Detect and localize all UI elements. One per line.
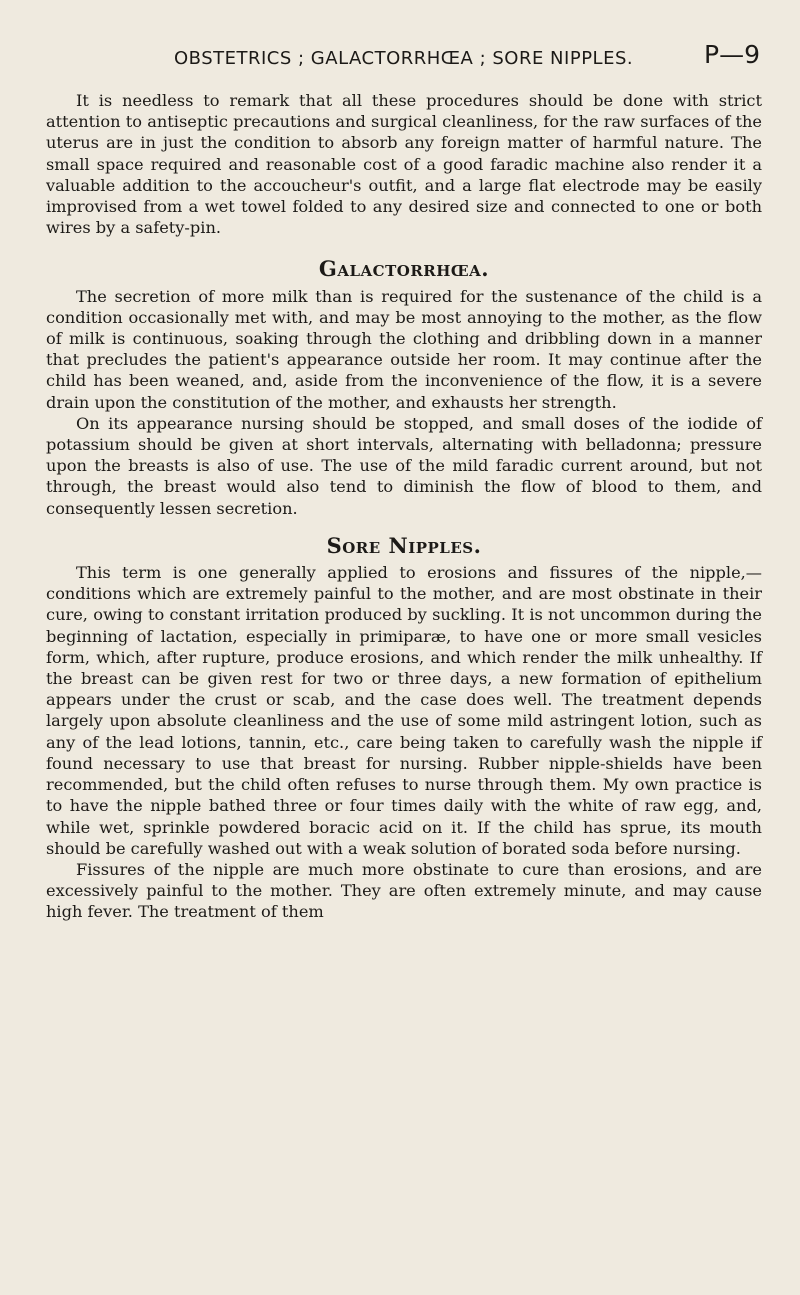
galactorrhoea-paragraph: The secretion of more milk than is required for the sustenance of the child is a condition occasionally met with, and may be most annoying to the mother, as the flow of milk is continuous, soaking through the clothing and dribbling down in a manner that precludes the patient's appearance outside her room. It may continue after the child has been weaned, and, aside from the inconvenience of the flow, it is a severe drain upon the constitution of the mother, and exhausts her strength. — [46, 286, 762, 412]
page-number: P—9 — [704, 40, 760, 69]
body-text — [46, 90, 762, 923]
sore-nipples-paragraph: Fissures of the nipple are much more obstinate to cure than erosions, and are excessively painful to the mother. They are often extremely minute, and may cause high fever. The treatment of them — [46, 859, 762, 922]
intro-paragraph: It is needless to remark that all these procedures should be done with strict attention to antiseptic precautions and surgical cleanliness, for the raw surfaces of the uterus are in just the condition to absorb any foreign matter of harmful nature. The small space required and reasonable cost of a good faradic machine also render it a valuable addition to the accoucheur's outfit, and a large flat electrode may be easily improvised from a wet towel folded to any desired size and connected to one or both wires by a safety-pin. — [46, 91, 762, 238]
sore-nipples-heading: Sore Nipples. — [326, 532, 482, 558]
sore-nipples-paragraph: This term is one generally applied to erosions and fissures of the nipple,—conditions which are extremely painful to the mother, and are most obstinate in their cure, owing to constant irritation produced by suckling. It is not uncommon during the beginning of lactation, especially in primiparæ, to have one or more small vesicles form, which, after rupture, produce erosions, and which render the milk unhealthy. If the breast can be given rest for two or three days, a new formation of epithelium appears under the crust or scab, and the case does well. The treatment depends largely upon absolute cleanliness and the use of some mild astringent lotion, such as any of the lead lotions, tannin, etc., care being taken to carefully wash the nipple if found necessary to use that breast for nursing. Rubber nipple-shields have been recommended, but the child often refuses to nurse through them. My own practice is to have the nipple bathed three or four times daily with the white of raw egg, and, while wet, sprinkle powdered boracic acid on it. If the child has sprue, its mouth should be carefully washed out with a weak solution of borated soda before nursing. — [46, 563, 762, 858]
galactorrhoea-paragraph: On its appearance nursing should be stopped, and small doses of the iodide of potassium should be given at short intervals, alternating with belladonna; pressure upon the breasts is also of use. The use of the mild faradic current around, but not through, the breast would also tend to diminish the flow of blood to them, and consequently lessen secretion. — [46, 413, 762, 518]
running-head: OBSTETRICS ; GALACTORRHŒA ; SORE NIPPLES. — [174, 48, 634, 69]
galactorrhoea-heading: Galactorrhœa. — [318, 256, 490, 282]
